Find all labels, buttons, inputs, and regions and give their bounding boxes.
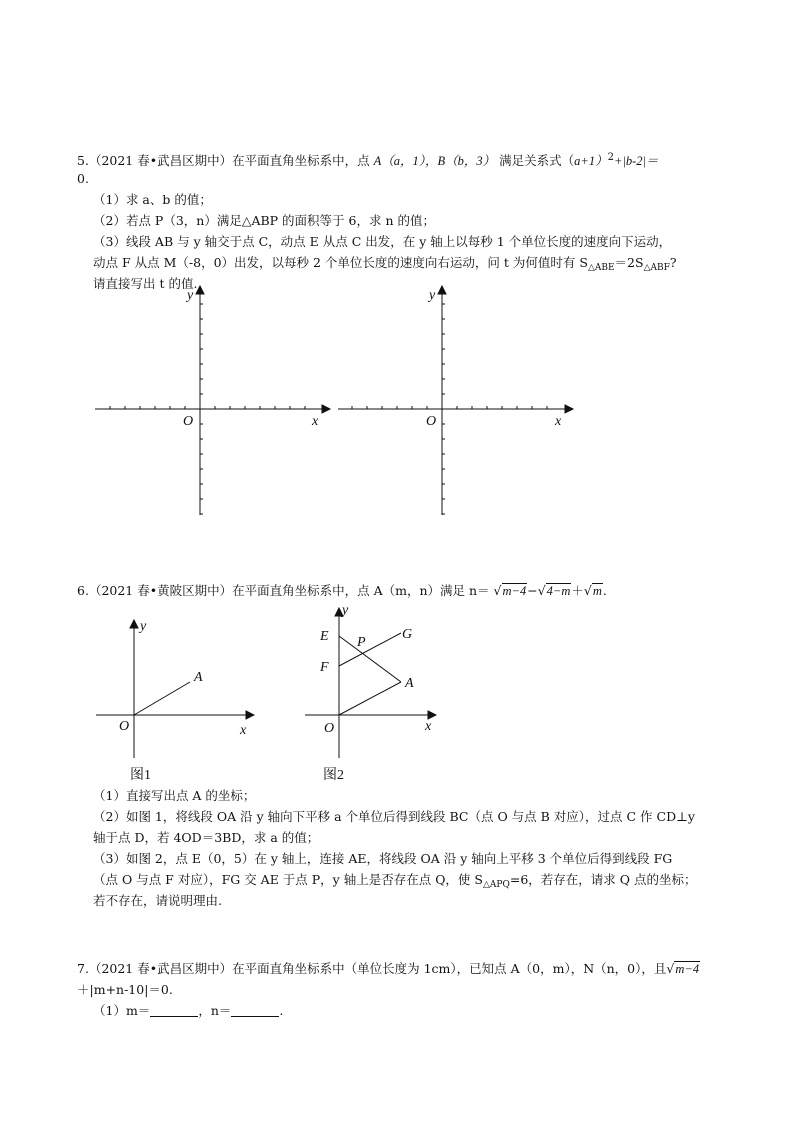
p6-fig2-y-label: y: [342, 603, 349, 618]
p7-number: 7.: [77, 961, 89, 976]
p6-sqrt3: √m: [583, 583, 602, 598]
p5-point-a: A（a，1），: [373, 154, 438, 168]
p5-relation-prefix: 满足关系式（: [499, 153, 575, 168]
p5-q3-line2-pre: 动点 F 从点 M（-8，0）出发，以每秒 2 个单位长度的速度向右运动，问 t 为何值时有 S: [93, 255, 588, 270]
p6-fig2-segment-ea: [339, 636, 401, 682]
p6-end: .: [602, 583, 607, 598]
p5-q3-sub2: △ABF: [643, 263, 670, 273]
p6-q2-line1: （2）如图 1，将线段 OA 沿 y 轴向下平移 a 个单位后得到线段 BC（点 O 与点 B 对应），过点 C 作 CD⊥y: [93, 809, 695, 824]
p6-fig2-point-e: E: [320, 629, 329, 644]
p7-q1: [93, 1003, 283, 1019]
p7-line2: ＋|m+n-10|＝0.: [77, 982, 173, 997]
p6-fig2-point-p: P: [357, 635, 366, 650]
p6-fig2-caption: 图2: [323, 768, 344, 783]
p5-relation-end: 0.: [77, 171, 89, 186]
p6-source: （2021 春•黄陂区期中）: [88, 583, 233, 598]
p6-fig2-x-arrow: [428, 711, 436, 719]
p5-coordinate-grids: [90, 282, 580, 522]
p5-grid1-y-arrow: [196, 286, 204, 294]
p6-fig1-caption: 图1: [130, 768, 151, 783]
p6-sqrt1: √m−4: [493, 583, 527, 598]
p5-line1: [77, 150, 658, 169]
p6-q1: （1）直接写出点 A 的坐标；: [93, 788, 256, 803]
p6-line1: [77, 583, 607, 599]
p7-q1-mid: ，n＝: [198, 1003, 232, 1018]
p6-fig1-x-label: x: [240, 723, 247, 738]
p5-q1: （1）求 a、b 的值；: [93, 192, 212, 207]
p5-q3-sub1: △ABE: [587, 263, 615, 273]
p6-sqrt2: √4−m: [537, 583, 571, 598]
p5-q3-mid: ＝2S: [614, 255, 644, 270]
p7-source: （2021 春•武昌区期中）: [88, 961, 233, 976]
p5-grid1-y-label: y: [187, 288, 194, 303]
p5-grid2-x-arrow: [565, 405, 573, 413]
p6-fig2-segment-fg: [339, 633, 401, 666]
p6-fig1-x-arrow: [246, 711, 254, 719]
p7-sqrt: √m−4: [666, 961, 700, 976]
p7-answer-blank-m[interactable]: [150, 1004, 198, 1017]
p6-fig2-point-a: A: [405, 676, 414, 691]
p5-grid2-y-label: y: [429, 288, 436, 303]
p6-fig1-origin: O: [119, 719, 130, 734]
p7-stem: 在平面直角坐标系中（单位长度为 1cm），已知点 A（0，m），N（n，0），且: [232, 961, 667, 976]
p5-grid1-x-arrow: [322, 405, 330, 413]
p6-stem: 在平面直角坐标系中，点 A（m，n）满足 n＝: [232, 583, 490, 598]
p5-grid2-y-arrow: [438, 286, 446, 294]
p6-fig1-y-label: y: [140, 619, 147, 634]
p6-q3-line2-post: =6，若存在，请求 Q 点的坐标；: [509, 872, 697, 887]
p6-q3-sub: △APQ: [482, 880, 510, 890]
p5-relation-expr: a+1）: [574, 154, 608, 168]
p6-q3-line1: （3）如图 2，点 E（0，5）在 y 轴上，连接 AE，将线段 OA 沿 y 轴向上平移 3 个单位后得到线段 FG: [93, 851, 673, 866]
p5-source: （2021 春•武昌区期中）: [88, 153, 233, 168]
p6-plus: ＋: [571, 583, 584, 598]
p6-rad1: m−4: [502, 584, 527, 598]
p6-fig2-x-label: x: [425, 719, 432, 734]
p7-line1: [77, 961, 700, 977]
p5-q3-line3: 请直接写出 t 的值.: [93, 276, 198, 291]
p7-answer-blank-n[interactable]: [231, 1004, 279, 1017]
p5-grid2-x-label: x: [555, 414, 562, 429]
p5-grid1-origin: O: [183, 414, 194, 429]
p6-q3-line2-pre: （点 O 与点 F 对应），FG 交 AE 于点 P，y 轴上是否存在点 Q，使 S: [93, 872, 483, 887]
p5-grid1-x-label: x: [312, 414, 319, 429]
p6-fig1-y-arrow: [130, 620, 138, 628]
p5-q2: （2）若点 P（3，n）满足△ABP 的面积等于 6，求 n 的值；: [93, 213, 435, 228]
p5-point-b: B（b，3）: [437, 154, 496, 168]
p6-number: 6.: [77, 583, 89, 598]
p5-q3-end: ?: [669, 255, 677, 270]
p7-rad: m−4: [675, 962, 700, 976]
p6-q3-line3: 若不存在，请说明理由.: [93, 893, 222, 908]
p5-stem: 在平面直角坐标系中，点: [232, 153, 370, 168]
p5-relation-exp: 2: [607, 152, 614, 163]
p5-q3-line1: （3）线段 AB 与 y 轴交于点 C，动点 E 从点 C 出发，在 y 轴上以每秒 1 个单位长度的速度向下运动，: [93, 234, 672, 249]
p6-fig1-point-a: A: [194, 670, 203, 685]
p6-fig2-point-f: F: [320, 660, 329, 675]
p5-number: 5.: [77, 153, 89, 168]
p5-relation-abs: +|b-2|＝: [613, 154, 659, 168]
p6-minus: −: [527, 583, 538, 598]
p5-grid2-origin: O: [426, 414, 437, 429]
p6-rad3: m: [592, 584, 602, 598]
p6-figures: [90, 600, 450, 790]
p6-fig2-point-g: G: [402, 627, 413, 642]
p6-q3-line2: [93, 872, 696, 893]
p7-q1-pre: （1）m＝: [93, 1003, 151, 1018]
p6-fig2-segment-oa: [339, 682, 401, 715]
p7-q1-end: .: [279, 1003, 284, 1018]
p6-fig1-segment-oa: [134, 682, 190, 715]
p5-q3-line2: [93, 255, 677, 276]
p6-fig2-origin: O: [324, 721, 335, 736]
p6-rad2: 4−m: [546, 584, 571, 598]
p6-q2-line2: 轴于点 D，若 4OD＝3BD，求 a 的值；: [93, 830, 320, 845]
